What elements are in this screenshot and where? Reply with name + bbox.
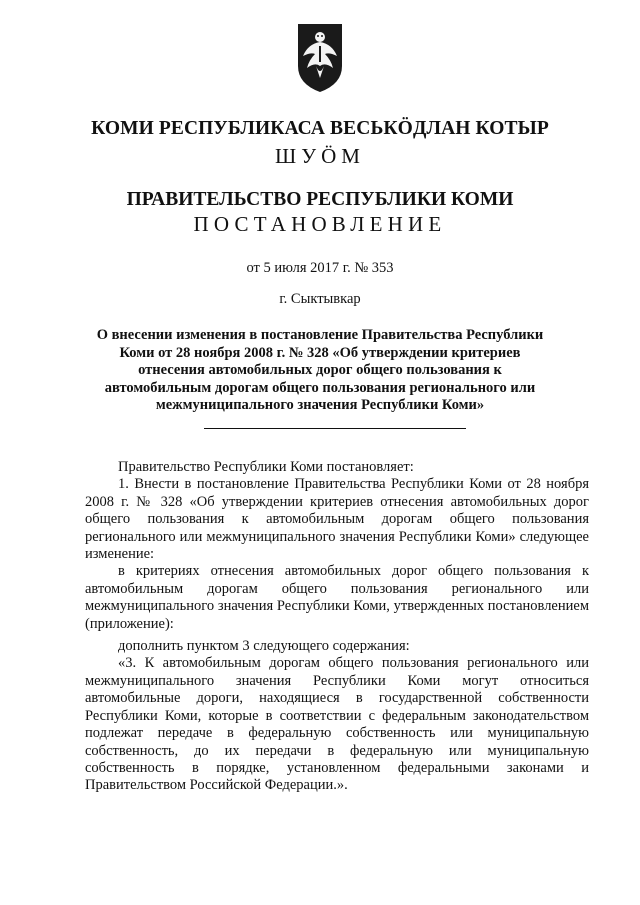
- document-body: [85, 459, 589, 795]
- komi-coat-of-arms-icon: [295, 22, 345, 94]
- title-underline: [204, 428, 466, 429]
- body-paragraph-criteria: в критериях отнесения автомобильных дорог общего пользования к автомобильным дорогам общего пользования регионального или межмуниципального значения Республики Коми, утвержденных постановлением (приложение):: [85, 563, 589, 632]
- document-type-komi: ШУӦМ: [275, 144, 365, 168]
- document-date: от 5 июля 2017 г. № 353: [246, 260, 394, 276]
- body-paragraph-item-1: 1. Внести в постановление Правительства Республики Коми от 28 ноября 2008 г. № 328 «Об утверждении критериев отнесения автомобильных дорог общего пользования к автомобильным дорогам общего пользования регионального или межмуниципального значения Республики Коми» следующее изменение:: [85, 476, 589, 563]
- document-city: г. Сыктывкар: [279, 291, 361, 307]
- issuer-name-russian: ПРАВИТЕЛЬСТВО РЕСПУБЛИКИ КОМИ: [126, 189, 514, 210]
- document-type-russian: ПОСТАНОВЛЕНИЕ: [193, 212, 447, 236]
- body-paragraph-supplement: дополнить пунктом 3 следующего содержания:: [118, 638, 410, 655]
- issuer-name-komi: КОМИ РЕСПУБЛИКАСА ВЕСЬКӦДЛАН КОТЫР: [91, 118, 549, 139]
- body-paragraph-new-point-3: «3. К автомобильным дорогам общего пользования регионального или межмуниципального значения Республики Коми могут относиться автомобильные дороги, находящиеся в государственной собственности Республики Коми, которые в соответствии с федеральным законодательством подлежат передаче в федеральную собственность или муниципальную собственность, до их передачи в федеральную или муниципальную собственность в порядке, установленном федеральными законами и Правительством Российской Федерации.».: [85, 655, 589, 794]
- document-title: О внесении изменения в постановление Правительства Республики Коми от 28 ноября 2008 г. № 328 «Об утверждении критериев отнесения автомобильных дорог общего пользования к автомобильным дорогам общего пользования регионального или межмуниципального значения Республики Коми»: [96, 327, 544, 413]
- body-paragraph-preamble: Правительство Республики Коми постановляет:: [118, 459, 414, 475]
